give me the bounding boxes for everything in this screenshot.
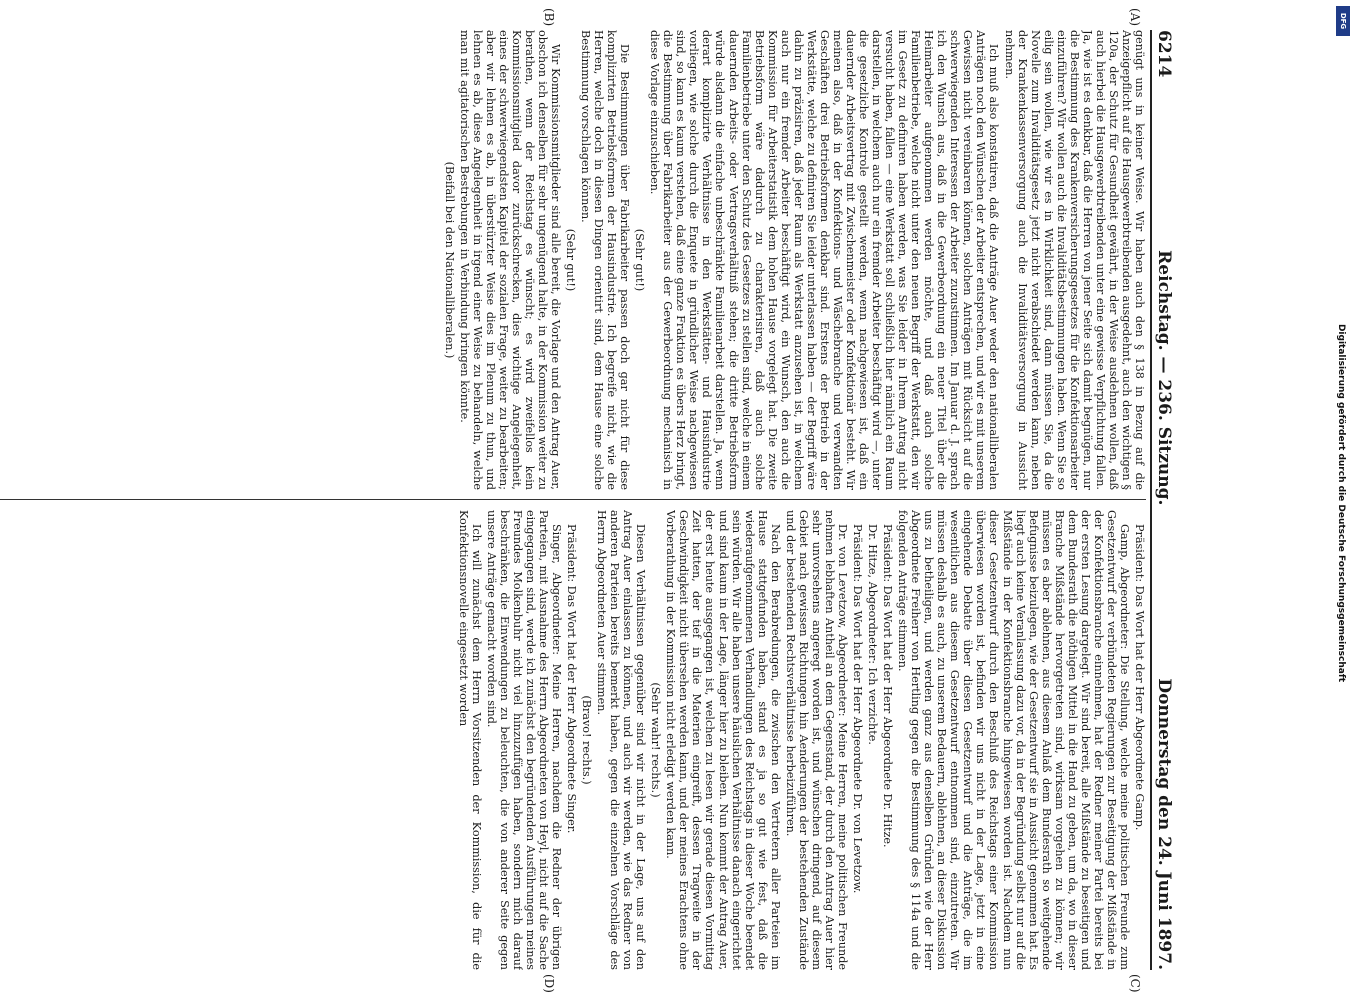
dfg-logo-text: DFG bbox=[1339, 12, 1347, 30]
speaker-turn: Präsident: Das Wort hat der Herr Abgeordnete Dr. von Levetzow. bbox=[851, 524, 865, 894]
paragraph: Ich muß also konstatiren, daß die Anträge Auer weder den nationalliberalen Anträgen noch den Wünschen der Arbeiter entsprechen, und wir es mit unserem Gewissen nicht vereinbaren können, solchen Anträgen mit Rücksicht auf die schwerwiegenden Interessen der Arbeiter zuzustimmen. Im Januar d. J. sprach ich den Wunsch aus, daß in die Gewerbeordnung ein neuer Titel über die Heimarbeiter aufgenommen werden möchte, und daß auch solche Familienbetriebe, welche nicht unter den neuen Begriff der Werkstatt, den wir im Gesetz zu definiren haben werden, was Sie leider in Ihrem Antrag nicht versucht haben, fallen — eine Werkstatt soll schließlich hier nämlich ein Raum darstellen, in welchem auch nur ein fremder Arbeiter beschäftigt wird —, unter die gesetzliche Kontrole gestellt werden, wenn nachgewiesen ist, daß ein dauernder Arbeitsvertrag mit Zwischenmeister oder Konfektionär besteht. Wir meinen also, daß in der Konfektions- und Wäschebranche und verwandten Geschäften drei Betriebsformen denkbar sind. Erstens der Betrieb in der Werkstätte, welche zu definiren Sie leider unterlassen haben — der Begriff wäre dahin zu präzisiren, daß jeder Raum als Werkstatt anzusehen ist, in welchem auch nur ein fremder Arbeiter beschäftigt wird, ein Wunsch, den auch die Kommission für Arbeiterstatistik dem hohen Hause vorgelegt hat. Die zweite Betriebsform wäre dadurch zu charakterisiren, daß auch solche Familienbetriebe unter den Schutz des Gesetzes zu stellen sind, welche in einem dauernden Arbeits- oder Vertragsverhältniß stehen; die dritte Betriebsform würde alsdann die einfache unbeschränkte Familienarbeit darstellen. Ja, wenn derart komplizirte Verhältnisse in den Werkstätten- und Hausindustrie vorliegen, wie solche durch die Enquete in gründlicher Weise nachgewiesen sind, so kann es kaum verstehen, daß eine ganze Fraktion es übers Herz bringt, die Bestimmung über Fabrikarbeiter aus der Gewerbeordnung mechanisch in diese Vorlage einzuschieben. bbox=[648, 30, 1001, 490]
text-columns bbox=[0, 30, 1146, 970]
margin-marker-a: (A) bbox=[1128, 8, 1142, 27]
paragraph: Dr. von Levetzow, Abgeordneter: Meine Herren, meine politischen Freunde nehmen lebhaften Antheil an dem Gegenstand, der durch den Antrag Auer hier sehr unvorsehens angeregt worden ist, und wünschen dringend, auf diesem Gebiet nach gewissen Richtungen hin Aenderungen der bestehenden Zustände und der bestehenden Rechtsverhältnisse herbeizuführen. bbox=[783, 510, 849, 970]
speaker-turn: Präsident: Das Wort hat der Herr Abgeordnete Gamp. bbox=[1133, 524, 1146, 831]
right-column bbox=[0, 510, 1146, 970]
paragraph: Nach den Berabredungen, die zwischen den Vertretern aller Parteien im Hause stattgefunden haben, stand es ja so gut wie fest, daß die wiederaufgenommenen Verhandlungen des Reichstags in dieser Woche beendet sein würden. Wir alle haben unsere häuslichen Verhältnisse danach eingerichtet und sind kaum in der Lage, länger hier zu bleiben. Nun kommt der Antrag Auer, der erst heute ausgegangen ist, welchen zu lesen wir gerade diesen Vormittag Zeit hatten, der tief in die Materien eingreift, dessen Tragweite in der Geschwindigkeit nicht übersehen werden kann, und der meines Erachtens ohne Vorberathung in der Kommission nicht erledigt werden kann. bbox=[664, 510, 782, 970]
paragraph: Wir Kommissionsmitglieder sind alle bereit, die Vorlage und den Antrag Auer, obschon ich denselben für sehr ungenügend halte, in der Kommission weiter zu berathen, wenn der Reichstag es wünscht; es wird zweifellos kein Kommissionsmitglied davor zurückschrecken, dies wichtige Angelegenheit, eines der schwerwiegendsten Kapitel der sozialen Frage, weiter zu bearbeiten; aber wir lehnen es ab, in überstürzter Weise dies im Plenum zu thun, und lehnen es ab, diese Angelegenheit in irgend einer Weise zu behandeln, welche man mit agitatorischen Bestrebungen in Verbindung bringen könnte. bbox=[457, 30, 562, 490]
margin-marker-c: (C) bbox=[1128, 974, 1142, 993]
digitization-credit bbox=[1333, 8, 1349, 998]
paragraph: Ich will zunächst dem Herrn Vorsitzenden der Kommission, die für die Konfektionsnovelle eingesetzt worden bbox=[456, 510, 483, 970]
speaker-turn: Präsident: Das Wort hat der Herr Abgeordnete Dr. Hitze. bbox=[881, 524, 895, 848]
column-divider bbox=[0, 499, 1146, 500]
margin-marker-d: (D) bbox=[542, 974, 556, 993]
interjection: (Beifall bei den Nationalliberalen.) bbox=[442, 161, 456, 359]
left-column bbox=[0, 30, 1146, 490]
rotated-page-content bbox=[0, 8, 1176, 993]
interjection: (Sehr gut!) bbox=[563, 228, 577, 292]
interjection: (Bravo! rechts.) bbox=[580, 695, 594, 785]
interjection: (Sehr wahr! rechts.) bbox=[649, 682, 663, 798]
paragraph: Singer, Abgeordneter: Meine Herren, nachdem die Redner der übrigen Parteien, mit Ausnahme des Herrn Abgeordneten von Heyl, nicht auf die Sache eingegangen sind, werde ich zunächst den begründenden Ausführungen meines Freundes Molkenbuhr nicht viel hinzuzufügen haben, sondern mich darauf beschränken, die Einwendungen zu beleuchten, die von anderer Seite gegen unsere Anträge gemacht worden sind. bbox=[484, 510, 563, 970]
paragraph: Gamp, Abgeordneter: Die Stellung, welche meine politischen Freunde zum Gesetzentwurf der verbündeten Regierungen zur Beseitigung der Mißstände in der Konfektionsbranche einnehmen, hat der Redner meiner Partei bereits bei der ersten Lesung dargelegt. Wir sind bereit, alle Mißstände zu beseitigen und dem Bundesrath die nöthigen Mittel in die Hand zu geben, um da, wo in dieser Branche Mißstände hervorgetreten sind, wirksam vorgehen zu können; wir müssen es aber ablehnen, aus diesem Anlaß dem Bundesrath so weitgehende Befugnisse beizulegen, wie der Gesetzentwurf sie in Aussicht genommen hat. Es liegt auch keine Veranlassung dazu vor, da in der Begründung selbst nur auf die Mißstände in der Konfektionsbranche hingewiesen worden ist. Nachdem nun dieser Gesetzentwurf durch den Beschluß des Reichstags einer Kommission überwiesen worden ist, befinden wir uns nicht in der Lage, jetzt in eine eingehende Debatte über diesen Gesetzentwurf und die Anträge, die im wesentlichen aus diesem Gesetzentwurf entnommen sind, einzutreten. Wir müssen deshalb es auch, zu unserem Bedauern, ablehnen, an dieser Diskussion uns zu betheiligen, und werden ganz aus denselben Gründen wie der Herr Abgeordnete Freiherr von Hertling gegen die Bestimmung des § 114a und die folgenden Anträge stimmen. bbox=[896, 510, 1131, 970]
page-number: 6214 bbox=[1154, 30, 1174, 78]
speaker-turn: Präsident: Das Wort hat der Herr Abgeordnete Singer. bbox=[565, 524, 579, 834]
paragraph: Dr. Hitze, Abgeordneter: Ich verzichte. bbox=[866, 524, 880, 745]
paragraph: Die Bestimmungen über Fabrikarbeiter passen doch gar nicht für diese komplizirten Betriebsformen der Hausindustrie. Ich begreife nicht, wie die Herren, welche doch in diesen Dingen orientirt sind, dem Hause eine solche Bestimmung vorschlagen können. bbox=[579, 30, 632, 490]
session-date: Donnerstag den 24. Juni 1897. bbox=[1154, 678, 1174, 970]
margin-marker-b: (B) bbox=[542, 8, 556, 27]
paragraph: Diesen Verhältnissen gegenüber sind wir nicht in der Lage, uns auf den Antrag Auer einlassen zu können, und auch wir werden, wie das Redner von anderen Parteien bereits bemerkt haben, gegen die einzelnen Vorschläge des Herrn Abgeordneten Auer stimmen. bbox=[595, 510, 648, 970]
interjection: (Sehr gut!) bbox=[633, 228, 647, 292]
digitization-credit-text: Digitalisierung gefördert durch die Deutsche Forschungsgemeinschaft bbox=[1336, 323, 1346, 683]
page-header bbox=[1150, 30, 1176, 970]
paragraph: genügt uns in keiner Weise. Wir haben auch den § 138 in Bezug auf die Anzeigepflicht auf die Hausgewerbtreibenden ausgedehnt, auch den wichtigen § 120a, der Schutz für Gesundheit gewährt, in der Weise ausdehnen wollen, daß auch hierbei die Hausgewerbtreibenden unter eine gewisse Verpflichtung fallen. Ja, wie ist es denkbar, daß die Herren von jener Seite sich damit begnügen, nur die Bestimmung des Krankenversicherungsgesetzes für die Konfektionsarbeiter einzuführen? Wir wollen auch die Invaliditätsbestimmungen haben. Wenn Sie so eilig sein wollen, wie wir es in Wirklichkeit sind, dann müssen Sie, da die Novelle zum Invaliditätsgesetz jetzt nicht verabschiedet werden kann, neben der Krankenkassenversorgung auch die Invaliditätsversorgung in Aussicht nehmen. bbox=[1002, 30, 1146, 490]
session-title: Reichstag. — 236. Sitzung. bbox=[1154, 250, 1174, 506]
